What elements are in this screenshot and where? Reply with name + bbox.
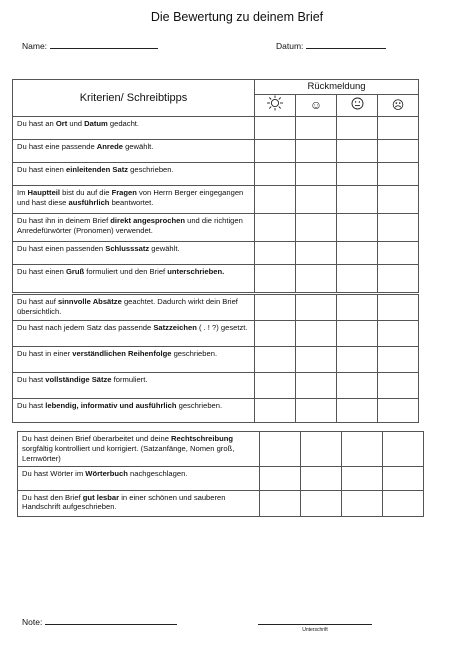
feedback-cell[interactable] xyxy=(255,321,296,347)
criteria-text-part: gewählt. xyxy=(122,141,154,151)
note-label: Note: xyxy=(22,617,43,627)
feedback-cell[interactable] xyxy=(255,399,296,423)
sad-face-icon: ☹ xyxy=(378,95,419,117)
feedback-cell[interactable] xyxy=(255,264,296,292)
feedback-cell[interactable] xyxy=(296,241,337,264)
note-field xyxy=(22,615,177,627)
criteria-text-part: und xyxy=(67,118,85,128)
criteria-text xyxy=(13,399,255,423)
feedback-cell[interactable] xyxy=(255,139,296,162)
feedback-cell[interactable] xyxy=(383,466,424,490)
criteria-text-part: geschrieben. xyxy=(128,164,174,174)
criteria-text-part: Du hast in einer xyxy=(17,349,73,358)
feedback-cell[interactable] xyxy=(342,490,383,516)
feedback-cell[interactable] xyxy=(378,264,419,292)
feedback-cell[interactable] xyxy=(255,295,296,321)
criteria-text xyxy=(13,241,255,264)
emphasis-text: Rechtschreibung xyxy=(171,434,234,443)
feedback-cell[interactable] xyxy=(337,295,378,321)
feedback-cell[interactable] xyxy=(337,399,378,423)
criteria-text-part: nachgeschlagen. xyxy=(127,468,188,478)
emphasis-text: Datum xyxy=(84,118,108,128)
criteria-text xyxy=(13,321,255,347)
emphasis-text: Ort xyxy=(55,118,68,128)
criteria-row xyxy=(13,116,419,139)
criteria-text-part: gedacht. xyxy=(107,118,140,128)
feedback-cell[interactable] xyxy=(296,213,337,241)
criteria-text-part: Du hast den Brief xyxy=(22,492,83,502)
feedback-cell[interactable] xyxy=(260,466,301,490)
criteria-text-part: beantwortet. xyxy=(109,197,154,207)
emphasis-text: Schlusssatz xyxy=(105,243,150,253)
criteria-text-part: Du hast xyxy=(17,401,46,410)
criteria-text xyxy=(13,347,255,373)
feedback-cell[interactable] xyxy=(378,373,419,399)
feedback-cell[interactable] xyxy=(337,373,378,399)
criteria-row xyxy=(13,264,419,292)
criteria-text-part: gewählt. xyxy=(149,243,180,253)
feedback-cell[interactable] xyxy=(342,466,383,490)
emphasis-text: Anrede xyxy=(96,141,123,151)
criteria-row xyxy=(13,162,419,185)
feedback-cell[interactable] xyxy=(378,139,419,162)
feedback-cell[interactable] xyxy=(255,213,296,241)
criteria-text-part: formuliert und den Brief xyxy=(84,266,168,276)
feedback-cell[interactable] xyxy=(296,264,337,292)
feedback-cell[interactable] xyxy=(337,321,378,347)
criteria-text xyxy=(18,432,260,467)
feedback-cell[interactable] xyxy=(378,295,419,321)
criteria-text-part: Du hast deinen Brief überarbeitet und deine xyxy=(22,434,172,443)
criteria-text-part: Du hast an xyxy=(17,118,56,128)
criteria-row xyxy=(13,399,419,423)
criteria-text-part: Du hast einen xyxy=(17,164,66,174)
feedback-cell[interactable] xyxy=(378,162,419,185)
feedback-cell[interactable] xyxy=(378,116,419,139)
criteria-row xyxy=(13,321,419,347)
criteria-text xyxy=(13,373,255,399)
feedback-cell[interactable] xyxy=(296,185,337,213)
feedback-cell[interactable] xyxy=(255,116,296,139)
feedback-cell[interactable] xyxy=(255,162,296,185)
criteria-table-3 xyxy=(17,431,424,517)
feedback-cell[interactable] xyxy=(255,347,296,373)
criteria-text xyxy=(13,116,255,139)
criteria-row xyxy=(13,213,419,241)
feedback-cell[interactable] xyxy=(378,399,419,423)
criteria-row xyxy=(13,295,419,321)
date-line[interactable] xyxy=(306,39,386,49)
emphasis-text: Satzzeichen xyxy=(153,323,197,332)
feedback-cell[interactable] xyxy=(301,432,342,467)
criteria-text xyxy=(18,490,260,516)
criteria-header: Kriterien/ Schreibtipps xyxy=(13,80,255,117)
feedback-cell[interactable] xyxy=(255,185,296,213)
feedback-cell[interactable] xyxy=(337,213,378,241)
name-field xyxy=(22,39,158,51)
name-line[interactable] xyxy=(50,39,158,49)
feedback-cell[interactable] xyxy=(255,241,296,264)
criteria-text-part: Du hast ihn in deinem Brief xyxy=(17,215,111,225)
criteria-text-part: formuliert. xyxy=(111,375,148,384)
criteria-row xyxy=(18,466,424,490)
criteria-table-1 xyxy=(12,79,419,293)
date-label: Datum: xyxy=(276,41,304,51)
feedback-cell[interactable] xyxy=(301,490,342,516)
feedback-cell[interactable] xyxy=(296,295,337,321)
criteria-row xyxy=(18,432,424,467)
feedback-cell[interactable] xyxy=(337,185,378,213)
feedback-cell[interactable] xyxy=(301,466,342,490)
feedback-cell[interactable] xyxy=(378,321,419,347)
criteria-row xyxy=(13,373,419,399)
criteria-row xyxy=(18,490,424,516)
feedback-cell[interactable] xyxy=(337,162,378,185)
feedback-cell[interactable] xyxy=(378,241,419,264)
feedback-cell[interactable] xyxy=(383,490,424,516)
feedback-cell[interactable] xyxy=(296,373,337,399)
feedback-cell[interactable] xyxy=(378,185,419,213)
emphasis-text: Fragen xyxy=(111,187,137,197)
criteria-text-part: Du hast einen xyxy=(17,266,66,276)
emphasis-text: unterschrieben. xyxy=(167,266,225,276)
feedback-cell[interactable] xyxy=(337,264,378,292)
smile-icon: ☺ xyxy=(296,95,337,117)
criteria-text-part: und die richtigen Anredefürwörter (Pronomen) verwendet. xyxy=(17,215,243,235)
criteria-text xyxy=(18,466,260,490)
criteria-text-part: ( . ! ?) gesetzt. xyxy=(196,323,248,332)
criteria-text-part: in einer schönen und sauberen Handschrift aufgeschrieben. xyxy=(22,492,226,512)
feedback-cell[interactable] xyxy=(337,241,378,264)
criteria-text-part: Du hast eine passende xyxy=(17,141,97,151)
emphasis-text: Gruß xyxy=(65,266,85,276)
criteria-text-part: Du hast Wörter im xyxy=(22,468,86,478)
emphasis-text: Hauptteil xyxy=(27,187,61,197)
sun-icon xyxy=(255,95,296,117)
emphasis-text: Wörterbuch xyxy=(85,468,128,478)
feedback-cell[interactable] xyxy=(296,116,337,139)
criteria-text-part: von Herrn Berger eingegangen und hast diese xyxy=(17,187,244,207)
note-line[interactable] xyxy=(45,615,177,625)
criteria-text-part: Du hast nach jedem Satz das passende xyxy=(17,323,154,332)
criteria-text xyxy=(13,213,255,241)
criteria-text-part: geachtet. Dadurch wirkt dein Brief übersichtlich. xyxy=(17,297,238,316)
feedback-cell[interactable] xyxy=(378,213,419,241)
emphasis-text: einleitenden Satz xyxy=(65,164,129,174)
feedback-cell[interactable] xyxy=(342,432,383,467)
criteria-text-part: Im xyxy=(17,187,28,197)
neutral-face-icon xyxy=(337,95,378,117)
feedback-cell[interactable] xyxy=(296,321,337,347)
emphasis-text: verständlichen Reihenfolge xyxy=(72,349,172,358)
emphasis-text: lebendig, informativ und ausführlich xyxy=(45,401,177,410)
criteria-text xyxy=(13,162,255,185)
feedback-cell[interactable] xyxy=(296,162,337,185)
criteria-text-part: Du hast auf xyxy=(17,297,58,306)
criteria-text xyxy=(13,185,255,213)
criteria-text-part: geschrieben. xyxy=(171,349,218,358)
criteria-text-part: Du hast einen passenden xyxy=(17,243,106,253)
criteria-text xyxy=(13,295,255,321)
criteria-text-part: bist du auf die xyxy=(60,187,112,197)
criteria-text-part: sorgfältig kontrolliert und korrigiert. (Satzanfänge, Nomen groß, Lernwörter) xyxy=(22,443,235,463)
feedback-cell[interactable] xyxy=(337,347,378,373)
signature-label: Unterschrift xyxy=(302,627,328,633)
page-title: Die Bewertung zu deinem Brief xyxy=(150,10,324,24)
feedback-cell[interactable] xyxy=(337,139,378,162)
feedback-cell[interactable] xyxy=(337,116,378,139)
emphasis-text: sinnvolle Absätze xyxy=(57,297,122,306)
emphasis-text: ausführlich xyxy=(68,197,110,207)
emphasis-text: direkt angesprochen xyxy=(110,215,185,225)
emphasis-text: vollständige Sätze xyxy=(45,375,112,384)
feedback-cell[interactable] xyxy=(260,490,301,516)
criteria-text-part: Du hast xyxy=(17,375,46,384)
feedback-cell[interactable] xyxy=(378,347,419,373)
date-field xyxy=(276,39,386,51)
criteria-row xyxy=(13,241,419,264)
signature-line[interactable] xyxy=(258,624,372,625)
criteria-row xyxy=(13,185,419,213)
feedback-header: Rückmeldung xyxy=(255,80,419,95)
criteria-table-2 xyxy=(12,294,419,423)
criteria-row xyxy=(13,347,419,373)
criteria-row xyxy=(13,139,419,162)
feedback-cell[interactable] xyxy=(296,139,337,162)
criteria-text xyxy=(13,139,255,162)
criteria-text xyxy=(13,264,255,292)
criteria-text-part: geschrieben. xyxy=(176,401,223,410)
feedback-cell[interactable] xyxy=(260,432,301,467)
feedback-cell[interactable] xyxy=(296,399,337,423)
feedback-cell[interactable] xyxy=(296,347,337,373)
feedback-cell[interactable] xyxy=(255,373,296,399)
emphasis-text: gut lesbar xyxy=(82,492,120,502)
feedback-cell[interactable] xyxy=(383,432,424,467)
name-label: Name: xyxy=(22,41,48,51)
